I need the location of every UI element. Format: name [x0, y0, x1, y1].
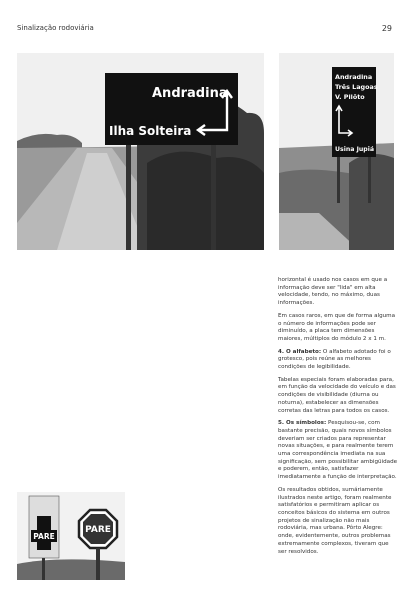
section-title: Sinalização rodoviária	[17, 24, 94, 32]
tall-sign-photo	[279, 53, 394, 250]
tall-sign-illustration	[279, 53, 394, 250]
sign-text-bottom: Ilha Solteira	[109, 124, 192, 138]
paragraph-4: Tabelas especiais foram elaboradas para, em função da velocidade do veículo e das condições de visibilidade (diurna ou noturna), estabelecer as dimensões corretas das letras para todos os casos.	[278, 376, 396, 414]
pare-sign-octagon: PARE	[85, 525, 111, 535]
sign2-line1: Andradina	[335, 73, 373, 81]
sign2-line2: Três Lagoas	[335, 83, 378, 91]
road-sign-illustration	[17, 53, 264, 250]
paragraph-5-heading: 5. Os símbolos:	[278, 420, 327, 427]
paragraph-5-text: Pesquisou-se, com bastante precisão, quais novos símbolos deveriam ser criados para representar novas situações, e para realmente terem uma correspondência imediata na sua significação, sem possibilitar ambigüidade e poderem, então, satisfazer imediatamente a função de interpretação.	[278, 420, 398, 481]
road-sign-photo	[17, 53, 264, 250]
sign2-line3: V. Pilôto	[335, 93, 365, 101]
stop-signs-illustration	[17, 492, 125, 580]
stop-signs-photo	[17, 492, 125, 580]
sign2-line4: Usina Jupiá	[335, 146, 374, 153]
paragraph-6: Os resultados obtidos, sumáriamente ilustrados neste artigo, foram realmente satisfatórios e permitiram aplicar os conceitos básicos do sistema em outros projetos de sinalização não mais rodoviária, mas urbana. Pôrto Alegre: onde, evidentemente, outros problemas extremamente complexos, tiveram que ser resolvidos.	[278, 486, 392, 555]
pare-sign-left: PARE	[33, 532, 55, 541]
sign-text-top: Andradina	[152, 86, 228, 101]
page-number: 29	[381, 24, 392, 33]
paragraph-3-text: O alfabeto adotado foi o grotesco, pois reúne as melhores condições de legibilidade.	[278, 348, 391, 371]
body-text-column	[278, 277, 398, 561]
paragraph-3-heading: 4. O alfabeto:	[278, 348, 322, 355]
paragraph-5	[278, 420, 398, 482]
paragraph-3	[278, 349, 398, 372]
paragraph-2: Em casos raros, em que de forma alguma o número de informações pode ser diminuído, a placa tem dimensões maiores, múltiplos do módulo 2 x 1 m.	[278, 312, 396, 342]
paragraph-1: horizontal é usado nos casos em que a informação deve ser "lida" em alta velocidade, tendo, no máximo, duas informações.	[278, 277, 388, 307]
